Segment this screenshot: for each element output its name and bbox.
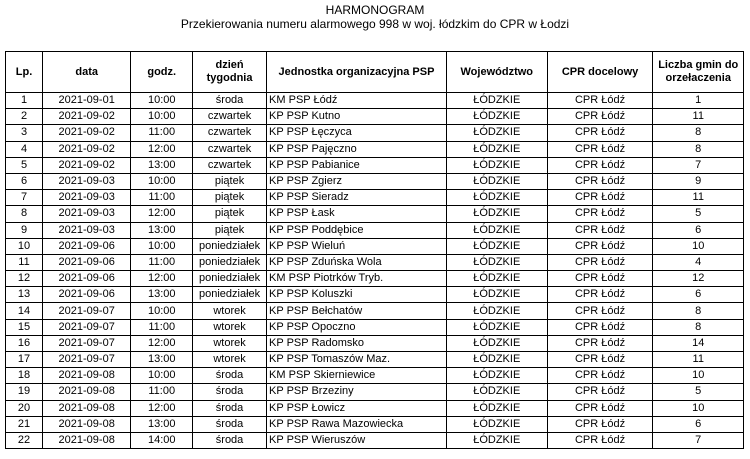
document-title: HARMONOGRAM (325, 3, 425, 17)
cell-date: 2021-09-08 (43, 368, 131, 384)
cell-voivodeship: ŁÓDZKIE (446, 368, 547, 384)
cell-municipality-count: 8 (653, 141, 744, 157)
cell-voivodeship: ŁÓDZKIE (446, 400, 547, 416)
cell-target-cpr: CPR Łódź (547, 400, 653, 416)
column-header-lp: Lp. (6, 52, 43, 93)
cell-time: 13:00 (131, 157, 193, 173)
cell-time: 10:00 (131, 238, 193, 254)
cell-lp: 15 (6, 319, 43, 335)
cell-unit: KP PSP Łęczyca (267, 125, 447, 141)
cell-time: 13:00 (131, 416, 193, 432)
cell-voivodeship: ŁÓDZKIE (446, 303, 547, 319)
cell-lp: 1 (6, 93, 43, 109)
cell-time: 12:00 (131, 206, 193, 222)
cell-date: 2021-09-08 (43, 384, 131, 400)
cell-time: 14:00 (131, 432, 193, 448)
table-row (6, 238, 744, 254)
cell-weekday: wtorek (193, 352, 267, 368)
cell-target-cpr: CPR Łódź (547, 416, 653, 432)
cell-unit: KP PSP Zduńska Wola (267, 254, 447, 270)
cell-date: 2021-09-07 (43, 319, 131, 335)
cell-unit: KP PSP Pajęczno (267, 141, 447, 157)
table-row (6, 173, 744, 189)
cell-date: 2021-09-03 (43, 173, 131, 189)
table-row (6, 190, 744, 206)
cell-lp: 3 (6, 125, 43, 141)
cell-date: 2021-09-07 (43, 335, 131, 351)
cell-voivodeship: ŁÓDZKIE (446, 416, 547, 432)
cell-time: 10:00 (131, 368, 193, 384)
cell-municipality-count: 4 (653, 254, 744, 270)
cell-municipality-count: 10 (653, 368, 744, 384)
cell-date: 2021-09-06 (43, 238, 131, 254)
cell-date: 2021-09-03 (43, 190, 131, 206)
cell-time: 13:00 (131, 222, 193, 238)
cell-weekday: wtorek (193, 319, 267, 335)
cell-voivodeship: ŁÓDZKIE (446, 93, 547, 109)
column-header-target-cpr: CPR docelowy (547, 52, 653, 93)
cell-municipality-count: 7 (653, 432, 744, 448)
document-subtitle: Przekierowania numeru alarmowego 998 w woj. łódzkim do CPR w Łodzi (180, 17, 570, 31)
cell-municipality-count: 10 (653, 400, 744, 416)
table-row (6, 141, 744, 157)
cell-weekday: poniedziałek (193, 287, 267, 303)
column-header-weekday: dzień tygodnia (193, 52, 267, 93)
cell-municipality-count: 11 (653, 352, 744, 368)
cell-date: 2021-09-01 (43, 93, 131, 109)
cell-unit: KP PSP Kutno (267, 109, 447, 125)
cell-target-cpr: CPR Łódź (547, 238, 653, 254)
cell-lp: 11 (6, 254, 43, 270)
cell-time: 11:00 (131, 384, 193, 400)
cell-time: 13:00 (131, 287, 193, 303)
table-row (6, 287, 744, 303)
cell-lp: 12 (6, 271, 43, 287)
cell-weekday: środa (193, 432, 267, 448)
cell-lp: 21 (6, 416, 43, 432)
table-row (6, 93, 744, 109)
cell-municipality-count: 8 (653, 125, 744, 141)
document-header (0, 0, 750, 31)
cell-weekday: poniedziałek (193, 254, 267, 270)
cell-time: 10:00 (131, 93, 193, 109)
schedule-table (5, 51, 744, 449)
cell-weekday: piątek (193, 190, 267, 206)
cell-target-cpr: CPR Łódź (547, 190, 653, 206)
cell-target-cpr: CPR Łódź (547, 109, 653, 125)
cell-lp: 20 (6, 400, 43, 416)
table-row (6, 271, 744, 287)
table-row (6, 125, 744, 141)
cell-time: 11:00 (131, 254, 193, 270)
cell-voivodeship: ŁÓDZKIE (446, 432, 547, 448)
cell-time: 12:00 (131, 400, 193, 416)
table-row (6, 368, 744, 384)
table-row (6, 335, 744, 351)
cell-lp: 17 (6, 352, 43, 368)
cell-voivodeship: ŁÓDZKIE (446, 254, 547, 270)
table-row (6, 432, 744, 448)
cell-lp: 22 (6, 432, 43, 448)
cell-unit: KP PSP Łask (267, 206, 447, 222)
cell-municipality-count: 6 (653, 287, 744, 303)
cell-target-cpr: CPR Łódź (547, 319, 653, 335)
cell-voivodeship: ŁÓDZKIE (446, 157, 547, 173)
cell-time: 11:00 (131, 319, 193, 335)
table-body (6, 93, 744, 449)
cell-date: 2021-09-08 (43, 400, 131, 416)
cell-target-cpr: CPR Łódź (547, 432, 653, 448)
cell-voivodeship: ŁÓDZKIE (446, 271, 547, 287)
cell-voivodeship: ŁÓDZKIE (446, 238, 547, 254)
cell-lp: 18 (6, 368, 43, 384)
column-header-voivodeship: Województwo (446, 52, 547, 93)
cell-voivodeship: ŁÓDZKIE (446, 319, 547, 335)
cell-municipality-count: 11 (653, 109, 744, 125)
cell-target-cpr: CPR Łódź (547, 368, 653, 384)
cell-unit: KP PSP Radomsko (267, 335, 447, 351)
cell-time: 10:00 (131, 303, 193, 319)
cell-municipality-count: 5 (653, 206, 744, 222)
cell-date: 2021-09-06 (43, 287, 131, 303)
cell-weekday: czwartek (193, 109, 267, 125)
cell-unit: KP PSP Tomaszów Maz. (267, 352, 447, 368)
table-header-row (6, 52, 744, 93)
cell-time: 13:00 (131, 352, 193, 368)
cell-weekday: poniedziałek (193, 238, 267, 254)
table-row (6, 157, 744, 173)
cell-target-cpr: CPR Łódź (547, 173, 653, 189)
cell-weekday: piątek (193, 206, 267, 222)
cell-lp: 19 (6, 384, 43, 400)
cell-date: 2021-09-07 (43, 352, 131, 368)
cell-voivodeship: ŁÓDZKIE (446, 384, 547, 400)
cell-weekday: wtorek (193, 303, 267, 319)
cell-municipality-count: 8 (653, 319, 744, 335)
cell-time: 10:00 (131, 109, 193, 125)
cell-lp: 9 (6, 222, 43, 238)
cell-unit: KM PSP Skierniewice (267, 368, 447, 384)
table-row (6, 109, 744, 125)
cell-weekday: środa (193, 368, 267, 384)
table-row (6, 303, 744, 319)
cell-lp: 16 (6, 335, 43, 351)
cell-target-cpr: CPR Łódź (547, 303, 653, 319)
cell-unit: KM PSP Łódź (267, 93, 447, 109)
cell-unit: KP PSP Wieruszów (267, 432, 447, 448)
cell-date: 2021-09-06 (43, 271, 131, 287)
cell-unit: KP PSP Opoczno (267, 319, 447, 335)
table-row (6, 352, 744, 368)
cell-date: 2021-09-06 (43, 254, 131, 270)
cell-municipality-count: 12 (653, 271, 744, 287)
cell-date: 2021-09-02 (43, 157, 131, 173)
cell-target-cpr: CPR Łódź (547, 384, 653, 400)
cell-lp: 5 (6, 157, 43, 173)
cell-time: 11:00 (131, 125, 193, 141)
cell-date: 2021-09-08 (43, 416, 131, 432)
table-row (6, 206, 744, 222)
cell-voivodeship: ŁÓDZKIE (446, 125, 547, 141)
cell-voivodeship: ŁÓDZKIE (446, 173, 547, 189)
cell-voivodeship: ŁÓDZKIE (446, 109, 547, 125)
cell-unit: KP PSP Pabianice (267, 157, 447, 173)
column-header-unit: Jednostka organizacyjna PSP (267, 52, 447, 93)
cell-time: 12:00 (131, 335, 193, 351)
cell-unit: KP PSP Rawa Mazowiecka (267, 416, 447, 432)
cell-weekday: środa (193, 416, 267, 432)
cell-target-cpr: CPR Łódź (547, 157, 653, 173)
cell-municipality-count: 9 (653, 173, 744, 189)
cell-unit: KP PSP Koluszki (267, 287, 447, 303)
table-row (6, 222, 744, 238)
cell-voivodeship: ŁÓDZKIE (446, 335, 547, 351)
cell-weekday: poniedziałek (193, 271, 267, 287)
cell-weekday: czwartek (193, 125, 267, 141)
cell-target-cpr: CPR Łódź (547, 254, 653, 270)
cell-target-cpr: CPR Łódź (547, 352, 653, 368)
cell-weekday: środa (193, 400, 267, 416)
cell-target-cpr: CPR Łódź (547, 287, 653, 303)
cell-date: 2021-09-08 (43, 432, 131, 448)
cell-municipality-count: 11 (653, 190, 744, 206)
cell-lp: 8 (6, 206, 43, 222)
cell-unit: KP PSP Bełchatów (267, 303, 447, 319)
table-row (6, 416, 744, 432)
cell-unit: KP PSP Brzeziny (267, 384, 447, 400)
cell-municipality-count: 10 (653, 238, 744, 254)
cell-voivodeship: ŁÓDZKIE (446, 287, 547, 303)
cell-date: 2021-09-07 (43, 303, 131, 319)
cell-unit: KP PSP Wieluń (267, 238, 447, 254)
cell-target-cpr: CPR Łódź (547, 125, 653, 141)
cell-municipality-count: 1 (653, 93, 744, 109)
cell-weekday: piątek (193, 173, 267, 189)
cell-voivodeship: ŁÓDZKIE (446, 222, 547, 238)
table-row (6, 384, 744, 400)
cell-lp: 2 (6, 109, 43, 125)
column-header-municipality-count: Liczba gmin do orzełaczenia (653, 52, 744, 93)
column-header-date: data (43, 52, 131, 93)
cell-lp: 13 (6, 287, 43, 303)
cell-weekday: środa (193, 93, 267, 109)
cell-date: 2021-09-03 (43, 206, 131, 222)
cell-target-cpr: CPR Łódź (547, 206, 653, 222)
cell-time: 10:00 (131, 173, 193, 189)
cell-unit: KP PSP Sieradz (267, 190, 447, 206)
column-header-time: godz. (131, 52, 193, 93)
cell-unit: KM PSP Piotrków Tryb. (267, 271, 447, 287)
cell-voivodeship: ŁÓDZKIE (446, 352, 547, 368)
cell-lp: 6 (6, 173, 43, 189)
cell-weekday: piątek (193, 222, 267, 238)
cell-target-cpr: CPR Łódź (547, 141, 653, 157)
cell-municipality-count: 5 (653, 384, 744, 400)
cell-unit: KP PSP Poddębice (267, 222, 447, 238)
cell-target-cpr: CPR Łódź (547, 93, 653, 109)
cell-municipality-count: 8 (653, 303, 744, 319)
cell-lp: 14 (6, 303, 43, 319)
cell-date: 2021-09-02 (43, 141, 131, 157)
cell-date: 2021-09-03 (43, 222, 131, 238)
cell-unit: KP PSP Zgierz (267, 173, 447, 189)
cell-lp: 7 (6, 190, 43, 206)
table-row (6, 400, 744, 416)
cell-target-cpr: CPR Łódź (547, 335, 653, 351)
cell-weekday: wtorek (193, 335, 267, 351)
cell-time: 11:00 (131, 190, 193, 206)
cell-municipality-count: 6 (653, 222, 744, 238)
cell-municipality-count: 14 (653, 335, 744, 351)
cell-municipality-count: 7 (653, 157, 744, 173)
cell-weekday: czwartek (193, 141, 267, 157)
cell-lp: 4 (6, 141, 43, 157)
cell-municipality-count: 6 (653, 416, 744, 432)
cell-date: 2021-09-02 (43, 125, 131, 141)
table-row (6, 254, 744, 270)
cell-target-cpr: CPR Łódź (547, 222, 653, 238)
cell-target-cpr: CPR Łódź (547, 271, 653, 287)
cell-voivodeship: ŁÓDZKIE (446, 141, 547, 157)
cell-time: 12:00 (131, 141, 193, 157)
cell-voivodeship: ŁÓDZKIE (446, 190, 547, 206)
cell-weekday: środa (193, 384, 267, 400)
cell-lp: 10 (6, 238, 43, 254)
table-row (6, 319, 744, 335)
cell-time: 12:00 (131, 271, 193, 287)
cell-voivodeship: ŁÓDZKIE (446, 206, 547, 222)
cell-date: 2021-09-02 (43, 109, 131, 125)
cell-unit: KP PSP Łowicz (267, 400, 447, 416)
cell-weekday: czwartek (193, 157, 267, 173)
